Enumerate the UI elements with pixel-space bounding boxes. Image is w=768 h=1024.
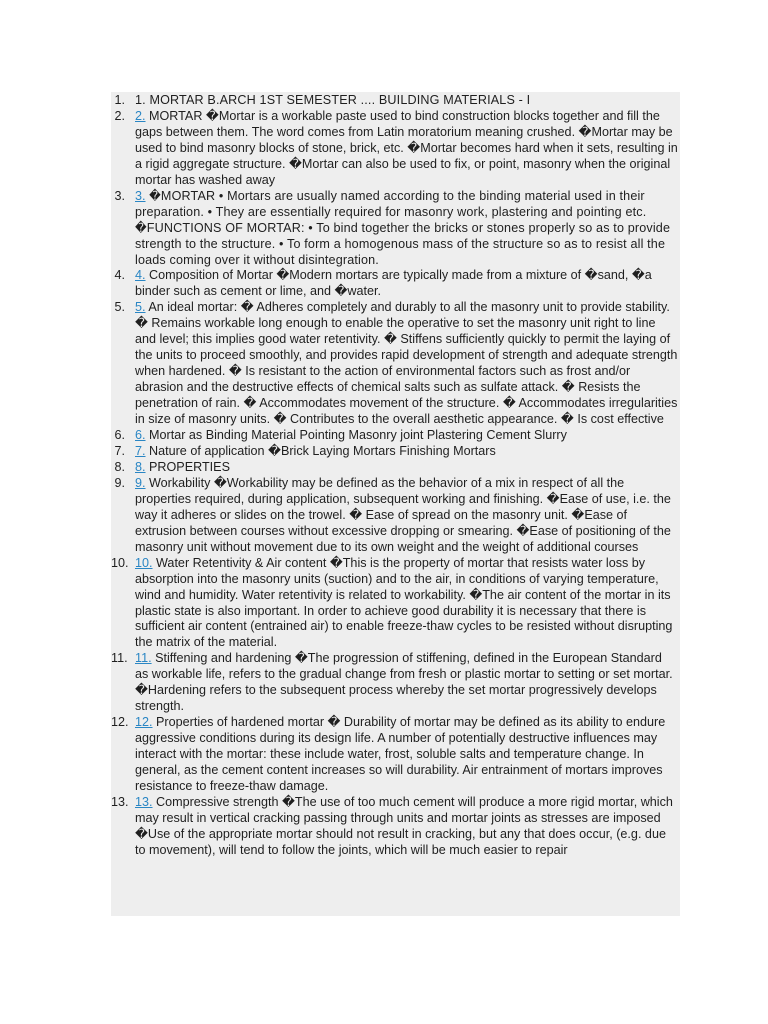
item-text: Nature of application �Brick Laying Mortars Finishing Mortars	[145, 443, 496, 458]
item-body	[135, 460, 678, 476]
item-text: MORTAR �Mortar is a workable paste used to bind construction blocks together and fill the gaps between them. The word comes from Latin moratorium meaning crushed. �Mortar may be used to bind masonry blocks of stone, brick, etc. �Mortar becomes hard when it sets, resulting in a rigid aggregate structure. �Mortar can also be used to fix, or point, masonry when the original mortar has washed away	[135, 108, 678, 187]
item-text: �MORTAR • Mortars are usually named according to the binding material used in their preparation. • They are essentially required for masonry work, plastering and pointing etc. �FUNCTIONS OF MORTAR: • To bind together the bricks or stones properly so as to provide strength to the structure. • To form a homogenous mass of the structure so as to resist all the loads coming over it without disintegration.	[135, 188, 671, 267]
item-number: 1 .	[111, 93, 125, 109]
slide-link-3[interactable]: 3.	[135, 188, 146, 203]
list-item-11	[111, 651, 678, 715]
item-number: 6 .	[111, 428, 125, 444]
list-item-4	[111, 268, 678, 300]
slide-link-6[interactable]: 6.	[135, 428, 146, 443]
item-text: Stiffening and hardening �The progression of stiffening, defined in the European Standard as workable life, refers to the gradual change from fresh or plastic mortar to setting or set mortar. �Hardening refers to the subsequent process whereby the set mortar progressively develops strength.	[135, 651, 673, 714]
item-number: 7 .	[111, 444, 125, 460]
item-body	[135, 651, 678, 715]
item-number: 4 .	[111, 268, 125, 284]
item-text: Properties of hardened mortar � Durability of mortar may be defined as its ability to endure aggressive conditions during its design life. A number of potentially destructive influences may interact with the mortar: these include water, frost, soluble salts and temperature change. In general, as the cement content increases so will durability. Air entrainment of mortars improves resistance to freeze-thaw damage.	[135, 715, 666, 793]
list-item-6	[111, 428, 678, 444]
slide-link-5[interactable]: 5.	[135, 300, 146, 315]
slide-link-2[interactable]: 2.	[135, 108, 146, 123]
slide-link-9[interactable]: 9.	[135, 475, 146, 490]
item-body	[135, 268, 678, 300]
item-text: Mortar as Binding Material Pointing Masonry joint Plastering Cement Slurry	[145, 428, 567, 443]
document-item-list	[111, 93, 678, 859]
item-body	[135, 476, 678, 556]
item-text: Workability �Workability may be defined as the behavior of a mix in respect of all the properties required, during application, subsequent working and finishing. �Ease of use, i.e. the way it adheres or slides on the trowel. � Ease of spread on the masonry unit. �Ease of extrusion between courses without excessive dropping or smearing. �Ease of positioning of the masonry unit without movement due to its own weight and the weight of additional courses	[135, 475, 671, 554]
item-number: 3 .	[111, 189, 125, 205]
item-body	[135, 795, 678, 859]
list-item-3	[111, 189, 678, 269]
item-text: Compressive strength �The use of too much cement will produce a more rigid mortar, which may result in vertical cracking passing through units and mortar joints as stresses are imposed �Use of the appropriate mortar should not result in cracking, but any that does occur, (e.g. due to movement), will tend to follow the joints, which will be much easier to repair	[135, 794, 673, 857]
item-text: Composition of Mortar �Modern mortars are typically made from a mixture of �sand, �a binder such as cement or lime, and �water.	[135, 268, 652, 299]
item-body	[135, 428, 678, 444]
item-number: 9 .	[111, 476, 125, 492]
item-body	[135, 556, 678, 652]
item-text: Water Retentivity & Air content �This is the property of mortar that resists water loss by absorption into the masonry units (suction) and to the air, in conditions of varying temperature, wind and humidity. Water retentivity is related to workability. �The air content of the mortar in its plastic state is also important. In order to achieve good durability it is necessary that there is sufficient air content (entrained air) to enable freeze-thaw cycles to be resisted without disrupting the matrix of the material.	[135, 555, 673, 650]
list-item-1	[111, 93, 678, 109]
list-item-2	[111, 109, 678, 189]
list-item-10	[111, 556, 678, 652]
item-number: 5 .	[111, 300, 125, 316]
list-item-5	[111, 300, 678, 428]
item-body	[135, 300, 678, 428]
item-text: PROPERTIES	[145, 459, 230, 474]
item-text: An ideal mortar: � Adheres completely and durably to all the masonry unit to provide stability. � Remains workable long enough to enable the operative to set the masonry unit right to line and level; this implies good water retentivity. � Stiffens sufficiently quickly to permit the laying of the units to proceed smoothly, and provides rapid development of strength and adequate strength when hardened. � Is resistant to the action of environmental factors such as frost and/or abrasion and the destructive effects of chemical salts such as sulfate attack. � Resists the penetration of rain. � Accommodates movement of the structure. � Accommodates irregularities in size of masonry units. � Contributes to the overall aesthetic appearance. � Is cost effective	[135, 300, 678, 427]
item-body	[135, 715, 678, 795]
slide-link-11[interactable]: 11.	[135, 651, 152, 666]
list-item-13	[111, 795, 678, 859]
item-number: 8 .	[111, 460, 125, 476]
list-item-9	[111, 476, 678, 556]
item-body	[135, 189, 678, 269]
item-body	[135, 109, 678, 189]
item-number: 12 .	[111, 715, 125, 731]
slide-link-10[interactable]: 10.	[135, 555, 153, 570]
list-item-7	[111, 444, 678, 460]
item-number: 2 .	[111, 109, 125, 125]
item-number: 11 .	[111, 651, 125, 667]
item-number: 13 .	[111, 795, 125, 811]
slide-link-8[interactable]: 8.	[135, 459, 146, 474]
item-body	[135, 93, 678, 109]
list-item-8	[111, 460, 678, 476]
slide-link-13[interactable]: 13.	[135, 794, 153, 809]
slide-link-4[interactable]: 4.	[135, 268, 146, 283]
list-item-12	[111, 715, 678, 795]
slide-link-7[interactable]: 7.	[135, 443, 146, 458]
item-number: 10 .	[111, 556, 125, 572]
item-body	[135, 444, 678, 460]
slide-link-12[interactable]: 12.	[135, 715, 153, 730]
document-title: 1. MORTAR B.ARCH 1ST SEMESTER .... BUILDING MATERIALS - I	[135, 93, 531, 107]
